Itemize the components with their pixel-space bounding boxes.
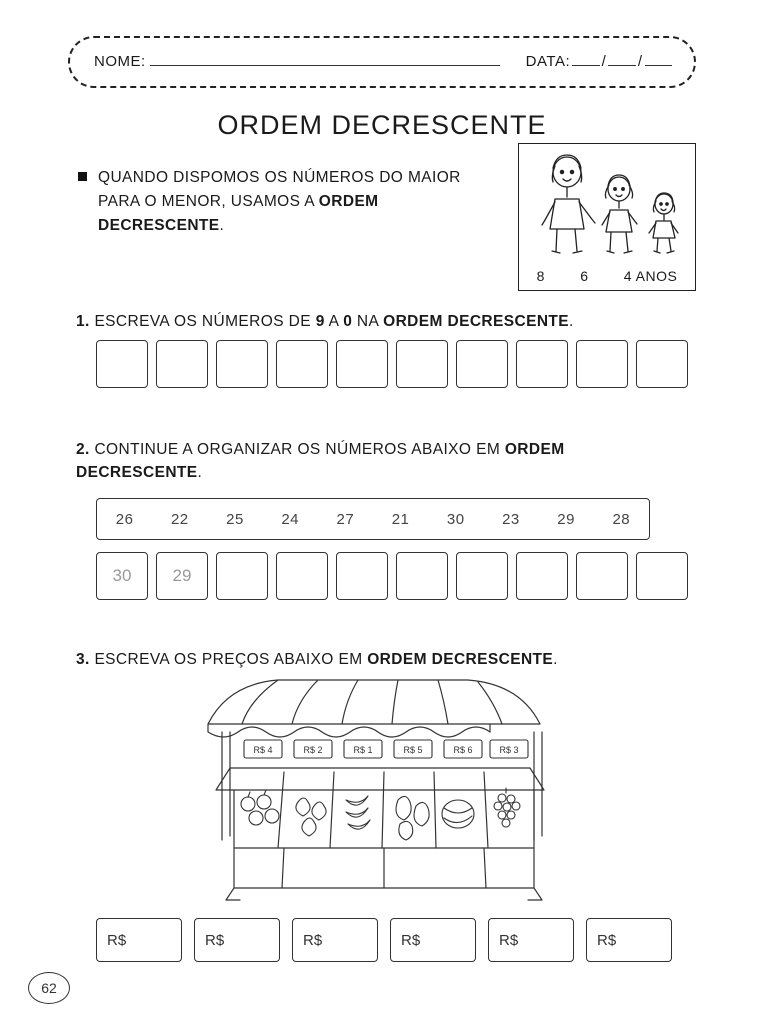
stall-price-2: R$ 2 xyxy=(303,745,323,755)
answer-box[interactable] xyxy=(636,340,688,388)
square-bullet-icon xyxy=(78,172,87,181)
answer-box[interactable] xyxy=(156,340,208,388)
exercise-1-bold-c: ORDEM DECRESCENTE xyxy=(383,313,570,330)
intro-paragraph xyxy=(78,166,498,238)
kids-ages-row xyxy=(519,268,695,284)
stall-price-3: R$ 1 xyxy=(353,745,373,755)
number-item: 24 xyxy=(281,510,299,528)
intro-strong: ORDEM DECRESCENTE xyxy=(98,193,379,235)
exercise-2-text-end: . xyxy=(197,464,203,482)
number-item: 29 xyxy=(557,510,575,528)
date-slash-2: / xyxy=(637,53,643,70)
number-item: 25 xyxy=(226,510,244,528)
exercise-1-text-after: NA xyxy=(352,313,384,330)
price-answer-box[interactable]: R$ xyxy=(390,918,476,962)
number-item: 26 xyxy=(115,510,134,528)
exercise-3-number: 3. xyxy=(76,651,90,668)
answer-box[interactable] xyxy=(336,552,388,600)
name-input-line[interactable] xyxy=(150,52,500,66)
market-stall-illustration xyxy=(186,672,586,902)
stall-price-1: R$ 4 xyxy=(253,745,273,755)
exercise-1-answer-row xyxy=(96,340,696,388)
price-answer-box[interactable]: R$ xyxy=(292,918,378,962)
intro-text-part2: . xyxy=(219,217,225,235)
number-item: 27 xyxy=(336,510,355,528)
answer-box[interactable] xyxy=(96,340,148,388)
answer-box[interactable] xyxy=(396,340,448,388)
date-year-line[interactable] xyxy=(645,52,673,66)
fruit-stand-drawing xyxy=(186,672,586,902)
number-item: 30 xyxy=(446,510,465,528)
exercise-1-bold-b: 0 xyxy=(343,313,353,330)
date-label: DATA: xyxy=(525,53,571,70)
exercise-3-text-before: ESCREVA OS PREÇOS ABAIXO EM xyxy=(89,651,368,668)
exercise-1-number: 1. xyxy=(76,313,90,330)
answer-box[interactable] xyxy=(276,552,328,600)
page-title: ORDEM DECRESCENTE xyxy=(217,110,547,140)
exercise-1-text-before: ESCREVA OS NÚMEROS DE xyxy=(89,313,316,330)
price-answer-box[interactable]: R$ xyxy=(586,918,672,962)
stall-price-5: R$ 6 xyxy=(453,745,473,755)
exercise-2-answer-row xyxy=(96,552,696,600)
stall-price-6: R$ 3 xyxy=(499,745,519,755)
exercise-1-instruction xyxy=(76,310,696,333)
exercise-2-number: 2. xyxy=(76,441,90,458)
answer-box[interactable]: 30 xyxy=(96,552,148,600)
price-answer-box[interactable]: R$ xyxy=(96,918,182,962)
exercise-1-text-mid: A xyxy=(324,313,344,330)
price-answer-box[interactable]: R$ xyxy=(194,918,280,962)
date-slash-1: / xyxy=(601,53,607,70)
page-number: 62 xyxy=(28,972,70,1004)
exercise-2-text-before: CONTINUE A ORGANIZAR OS NÚMEROS ABAIXO EM xyxy=(89,441,505,458)
exercise-1-bold-a: 9 xyxy=(315,313,325,330)
intro-text xyxy=(98,166,498,238)
number-item: 21 xyxy=(391,510,410,528)
age-label-3: 4 ANOS xyxy=(623,268,678,284)
number-item: 28 xyxy=(612,510,631,528)
date-month-line[interactable] xyxy=(608,52,636,66)
answer-box[interactable] xyxy=(576,552,628,600)
exercise-3-answer-row xyxy=(96,918,684,962)
answer-box[interactable] xyxy=(336,340,388,388)
exercise-1-text-end: . xyxy=(569,313,574,330)
stall-price-4: R$ 5 xyxy=(403,745,423,755)
intro-text-part1: QUANDO DISPOMOS OS NÚMEROS DO MAIOR PARA O MENOR, USAMOS A xyxy=(98,169,461,211)
header-row xyxy=(94,52,674,70)
age-label-2: 6 xyxy=(580,268,589,284)
exercise-3-instruction xyxy=(76,648,696,671)
name-label: NOME: xyxy=(94,53,146,70)
answer-box[interactable] xyxy=(216,552,268,600)
exercise-2-numbers-strip xyxy=(96,498,650,540)
answer-box[interactable]: 29 xyxy=(156,552,208,600)
kids-illustration-box xyxy=(518,143,696,291)
age-label-1: 8 xyxy=(536,268,545,284)
answer-box[interactable] xyxy=(456,340,508,388)
three-girls-drawing xyxy=(519,144,695,264)
exercise-2-bold-a: ORDEM DECRESCENTE xyxy=(76,441,565,482)
student-info-box xyxy=(68,36,696,88)
answer-box[interactable] xyxy=(456,552,508,600)
answer-box[interactable] xyxy=(636,552,688,600)
answer-box[interactable] xyxy=(516,340,568,388)
date-day-line[interactable] xyxy=(572,52,600,66)
number-item: 22 xyxy=(170,510,189,528)
exercise-3-text-end: . xyxy=(553,651,558,668)
exercise-2-instruction xyxy=(76,438,676,485)
answer-box[interactable] xyxy=(396,552,448,600)
number-item: 23 xyxy=(502,510,520,528)
answer-box[interactable] xyxy=(516,552,568,600)
exercise-3-bold-a: ORDEM DECRESCENTE xyxy=(367,651,554,668)
answer-box[interactable] xyxy=(276,340,328,388)
price-answer-box[interactable]: R$ xyxy=(488,918,574,962)
answer-box[interactable] xyxy=(216,340,268,388)
answer-box[interactable] xyxy=(576,340,628,388)
